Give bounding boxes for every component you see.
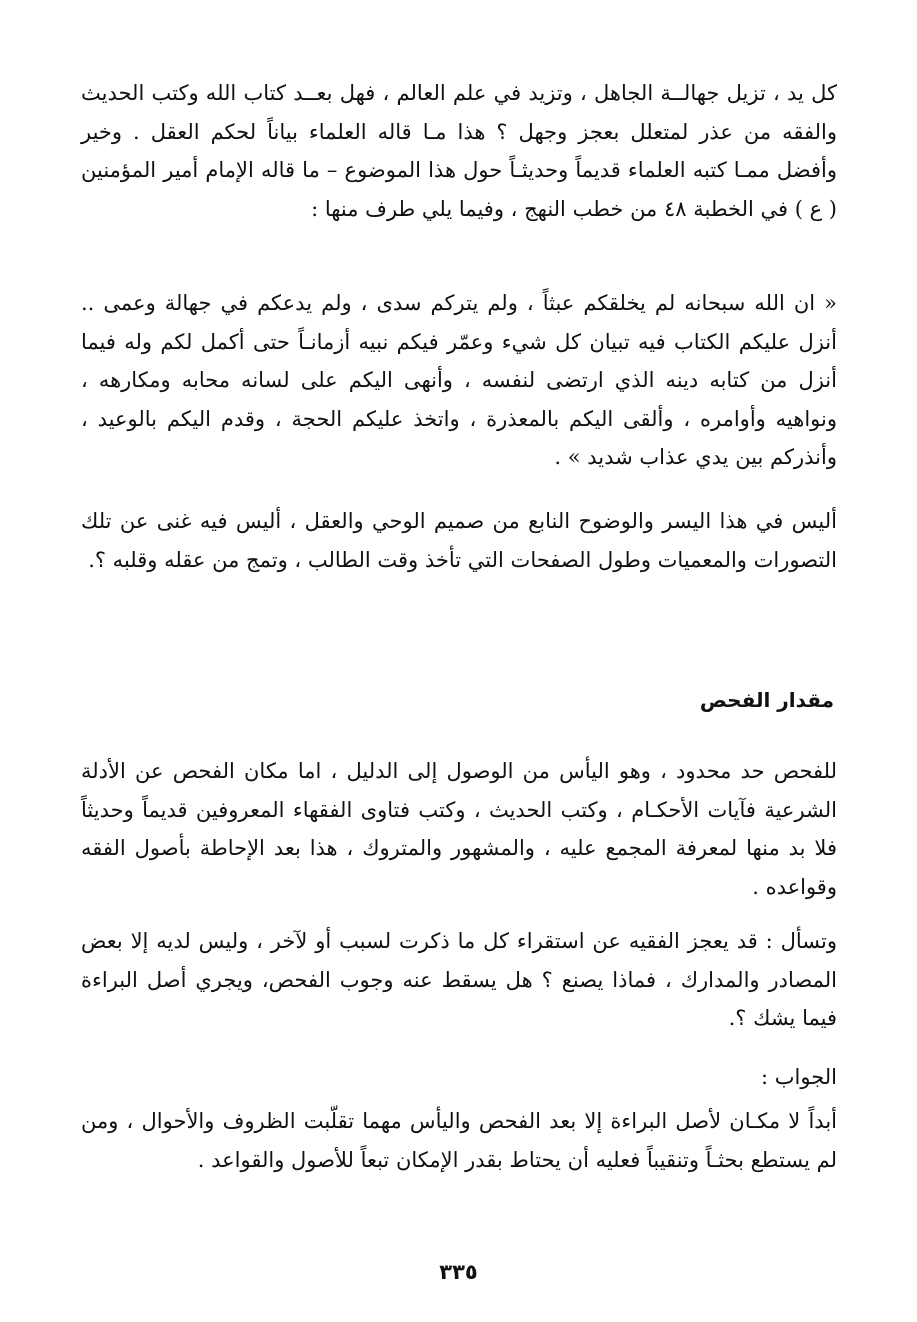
- paragraph-limit-of-search: للفحص حد محدود ، وهو اليأس من الوصول إلى الدليل ، اما مكان الفحص عن الأدلة الشرعية فآيات الأحكـام ، وكتب الحديث ، وكتب فتاوى الفقهاء المعروفين قديماً وحديثاً فلا بد منها لمعرفة المجمع عليه ، والمشهور والمتروك ، هذا بعد الإحاطة بأصول الفقه وقواعده .: [81, 759, 837, 899]
- page-number: ٣٣٥: [439, 1260, 478, 1284]
- paragraph-intro: كل يد ، تزيل جهالــة الجاهل ، وتزيد في علم العالم ، فهل بعــد كتاب الله وكتب الحديث والفقه من عذر لمتعلل بعجز وجهل ؟ هذا مـا قاله العلماء بياناً لحكم العقل . وخير وأفضل ممـا كتبه العلماء قديماً وحديثـاً حول هذا الموضوع – ما قاله الإمام أمير المؤمنين ( ع ) في الخطبة ٤٨ من خطب النهج ، وفيما يلي طرف منها :: [81, 81, 837, 221]
- paragraph-answer: أبداً لا مكـان لأصل البراءة إلا بعد الفحص واليأس مهما تقلّبت الظروف والأحوال ، ومن لم يستطع بحثـاً وتنقيباً فعليه أن يحتاط بقدر الإمكان تبعاً للأصول والقواعد .: [81, 1109, 837, 1172]
- paragraph-sermon-quote: « ان الله سبحانه لم يخلقكم عبثاً ، ولم يتركم سدى ، ولم يدعكم في جهالة وعمى .. أنزل عليكم الكتاب فيه تبيان كل شيء وعمّر فيكم نبيه أزمانـاً حتى أكمل لكم وله فيما أنزل من كتابه دينه الذي ارتضى لنفسه ، وأنهى اليكم على لسانه محابه ومكارهه ، ونواهيه وأوامره ، وألقى اليكم بالمعذرة ، واتخذ عليكم الحجة ، وقدم اليكم بالوعيد ، وأنذركم بين يدي عذاب شديد » .: [81, 291, 837, 469]
- paragraph-question: أليس في هذا اليسر والوضوح النابع من صميم الوحي والعقل ، أليس فيه غنى عن تلك التصورات والمعميات وطول الصفحات التي تأخذ وقت الطالب ، وتمج من عقله وقلبه ؟.: [81, 509, 837, 572]
- answer-label: الجواب :: [761, 1065, 837, 1089]
- section-heading: مقدار الفحص: [699, 688, 834, 712]
- paragraph-objection: وتسأل : قد يعجز الفقيه عن استقراء كل ما ذكرت لسبب أو لآخر ، وليس لديه إلا بعض المصادر والمدارك ، فماذا يصنع ؟ هل يسقط عنه وجوب الفحص، ويجري أصل البراءة فيما يشك ؟.: [81, 929, 837, 1030]
